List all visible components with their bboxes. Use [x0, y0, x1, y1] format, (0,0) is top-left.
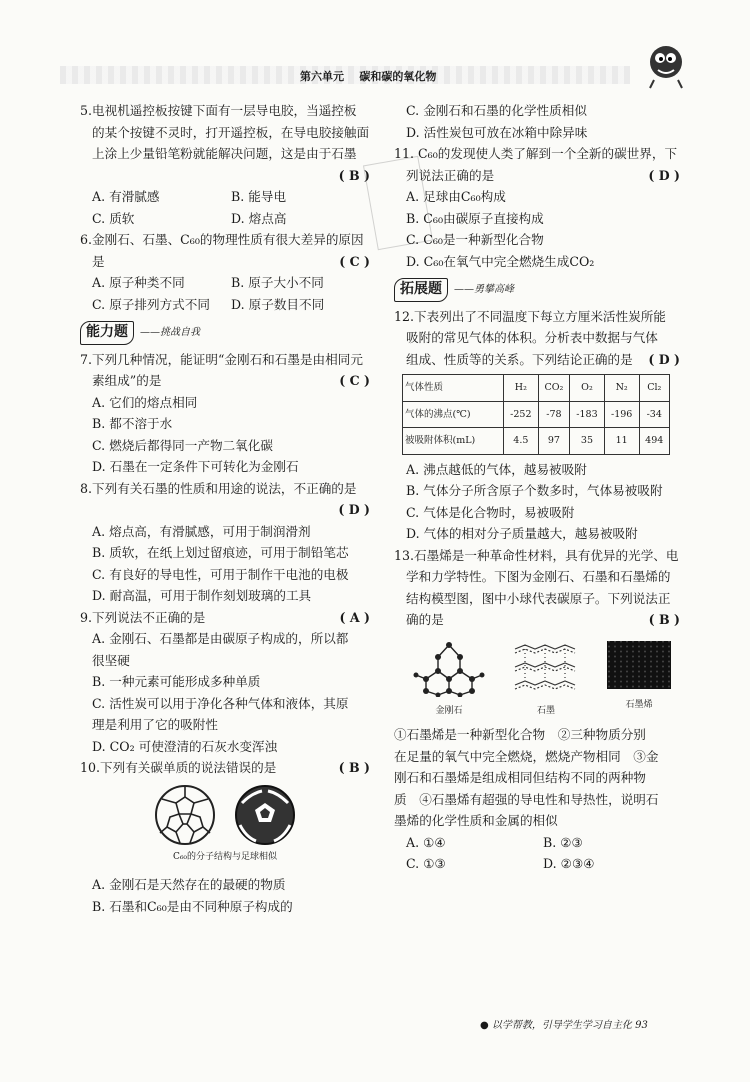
unit-label: 第六单元 [300, 70, 344, 83]
answer-mark: ( A ) [339, 609, 370, 625]
table-cell: 35 [570, 428, 605, 455]
answer-mark: ( B ) [648, 612, 680, 627]
structure-figures [412, 639, 672, 723]
option: B. 都不溶于水 [92, 416, 173, 431]
table-row [403, 401, 670, 428]
question-text: 5.电视机遥控板按键下面有一层导电胶，当遥控板 [80, 103, 357, 118]
question-text: 上涂上少量铅笔粉就能解决问题，这是由于石墨 [92, 146, 357, 161]
question-text: 确的是 [406, 612, 444, 627]
question-text: 组成、性质等的关系。下列结论正确的是 [406, 351, 633, 367]
diamond-structure-icon [412, 639, 486, 697]
figure-graphite [511, 639, 581, 723]
answer-mark: ( D ) [648, 351, 680, 367]
question-text: 13.石墨烯是一种革命性材料，具有优异的光学、电 [394, 547, 679, 563]
figure-label: 石墨烯 [625, 699, 653, 710]
table-cell: 4.5 [504, 428, 539, 455]
section-label: 能力题 [80, 321, 134, 345]
table-header-cell: Cl₂ [639, 375, 670, 402]
question-text: 学和力学特性。下图为金刚石、石墨和石墨烯的 [406, 569, 671, 584]
table-header-row [403, 375, 670, 402]
table-cell: -196 [604, 401, 639, 428]
question-text: 7.下列几种情况，能证明“金刚石和石墨是由相同元 [80, 351, 363, 367]
option: C. 质软 [92, 210, 135, 226]
section-subtitle: ——挑战自我 [140, 327, 200, 338]
question-11 [394, 143, 680, 272]
table-cell: 被吸附体积(mL) [403, 428, 504, 455]
option: A. 原子种类不同 [92, 275, 185, 290]
table-header-cell: N₂ [604, 375, 639, 402]
option: D. ②③④ [543, 856, 595, 871]
answer-mark: ( D ) [648, 167, 680, 183]
option: C. ①③ [406, 856, 446, 871]
table-cell: -34 [639, 401, 670, 428]
table-cell: 11 [604, 428, 639, 455]
page-footer: ● 以学帮教，引导学生学习自主化 93 [480, 1020, 648, 1031]
option: D. 活性炭包可放在冰箱中除异味 [406, 124, 588, 140]
question-text: 列说法正确的是 [406, 167, 495, 183]
option: D. 石墨在一定条件下可转化为金刚石 [92, 459, 299, 474]
unit-title: 碳和碳的氧化物 [359, 70, 437, 83]
gas-adsorption-table [402, 374, 670, 455]
question-text: 8.下列有关石墨的性质和用途的说法，不正确的是 [80, 480, 357, 496]
option: C. 气体是化合物时，易被吸附 [406, 504, 575, 520]
option: A. 熔点高，有滑腻感，可用于制润滑剂 [92, 523, 311, 539]
question-text: 6.金刚石、石墨、C₆₀的物理性质有很大差异的原因 [80, 232, 364, 247]
question-13 [394, 545, 680, 875]
question-8 [80, 478, 370, 607]
option: A. 它们的熔点相同 [92, 394, 198, 410]
figure-label: 石墨 [536, 705, 555, 716]
question-7 [80, 349, 370, 478]
option-continued: 很坚硬 [92, 652, 130, 668]
option: A. ①④ [406, 834, 446, 850]
option: A. 足球由C₆₀构成 [406, 189, 506, 204]
answer-mark: ( B ) [338, 167, 370, 183]
question-text: 是 [92, 253, 105, 269]
table-header-cell: 气体性质 [403, 375, 504, 402]
left-column [80, 100, 370, 917]
c60-molecule-icon [152, 783, 218, 847]
question-text: 的某个按键不灵时，打开遥控板，在导电胶接触面 [92, 124, 370, 140]
footer-slogan: 以学帮教，引导学生学习自主化 [491, 1020, 632, 1031]
section-heading-ability [80, 321, 370, 345]
option: C. 金刚石和石墨的化学性质相似 [406, 103, 587, 118]
option: B. 石墨和C₆₀是由不同种原子构成的 [92, 898, 293, 914]
answer-mark: ( C ) [339, 373, 370, 388]
option: C. 有良好的导电性，可用于制作干电池的电极 [92, 566, 349, 582]
statement-text: ①石墨烯是一种新型化合物 ②三种物质分别 [394, 727, 646, 742]
statement-text: 质 ④石墨烯有超强的导电性和导热性，说明石 [394, 791, 659, 807]
option: B. 一种元素可能形成多种单质 [92, 674, 261, 689]
statement-text: 在足量的氧气中完全燃烧，燃烧产物相同 ③金 [394, 748, 659, 764]
c60-figure [80, 783, 370, 847]
question-10 [80, 757, 370, 917]
table-cell: -252 [504, 401, 539, 428]
option: C. 燃烧后都得同一产物二氧化碳 [92, 437, 273, 453]
question-text: 12.下表列出了不同温度下每立方厘米活性炭所能 [394, 308, 666, 324]
answer-mark: ( B ) [338, 760, 370, 775]
question-6 [80, 229, 370, 315]
option: B. 原子大小不同 [231, 275, 324, 290]
answer-mark: ( D ) [338, 502, 370, 517]
option: B. 质软，在纸上划过留痕迹，可用于制铅笔芯 [92, 545, 349, 560]
option: B. ②③ [543, 834, 583, 850]
statement-text: 墨烯的化学性质和金属的相似 [394, 813, 558, 828]
option: D. CO₂ 可使澄清的石灰水变浑浊 [92, 738, 278, 754]
page-header [300, 68, 436, 84]
page-number: 93 [635, 1020, 648, 1031]
table-cell: 97 [538, 428, 569, 455]
question-text: 10.下列有关碳单质的说法错误的是 [80, 760, 277, 775]
question-text: 9.下列说法不正确的是 [80, 609, 206, 625]
option: C. 原子排列方式不同 [92, 296, 210, 312]
question-12 [394, 306, 680, 545]
table-cell: -78 [538, 401, 569, 428]
question-text: 吸附的常见气体的体积。分析表中数据与气体 [406, 330, 658, 345]
table-header-cell: CO₂ [538, 375, 569, 402]
question-text: 素组成”的是 [92, 373, 162, 388]
figure-diamond [412, 639, 486, 723]
mascot-icon [640, 40, 692, 92]
option: B. C₆₀由碳原子直接构成 [406, 210, 544, 226]
question-5 [80, 100, 370, 229]
graphene-structure-icon [606, 639, 672, 691]
soccer-ball-icon [232, 783, 298, 847]
table-cell: 494 [639, 428, 670, 455]
option: B. 能导电 [231, 189, 287, 204]
question-text: 结构模型图，图中小球代表碳原子。下列说法正 [406, 590, 671, 606]
option: C. C₆₀是一种新型化合物 [406, 232, 544, 247]
figure-label: 金刚石 [435, 705, 463, 716]
graphite-structure-icon [511, 639, 581, 697]
option: D. 熔点高 [231, 210, 287, 226]
option: D. 耐高温，可用于制作刻划玻璃的工具 [92, 588, 312, 603]
section-heading-extension [394, 278, 680, 302]
option: A. 有滑腻感 [92, 189, 160, 204]
option: D. C₆₀在氧气中完全燃烧生成CO₂ [406, 253, 595, 269]
option: A. 沸点越低的气体，越易被吸附 [406, 461, 587, 477]
table-header-cell: H₂ [504, 375, 539, 402]
table-cell: -183 [570, 401, 605, 428]
option: C. 活性炭可以用于净化各种气体和液体，其原 [92, 695, 349, 711]
question-text: 11. C₆₀的发现使人类了解到一个全新的碳世界，下 [394, 146, 678, 161]
option-continued: 理是利用了它的吸附性 [92, 717, 218, 732]
question-9 [80, 607, 370, 758]
option: A. 金刚石是天然存在的最硬的物质 [92, 877, 286, 892]
table-header-cell: O₂ [570, 375, 605, 402]
statement-text: 刚石和石墨烯是组成相同但结构不同的两种物 [394, 770, 646, 785]
option: D. 原子数目不同 [231, 296, 325, 312]
section-subtitle: ——勇攀高峰 [454, 284, 514, 295]
option: A. 金刚石、石墨都是由碳原子构成的，所以都 [92, 631, 349, 646]
right-column [394, 100, 680, 875]
question-10-continued [394, 100, 680, 143]
figure-caption: C₆₀的分子结构与足球相似 [172, 851, 278, 862]
figure-graphene [606, 639, 672, 723]
option: B. 气体分子所含原子个数多时，气体易被吸附 [406, 483, 663, 498]
section-label: 拓展题 [394, 278, 448, 302]
table-row [403, 428, 670, 455]
option: D. 气体的相对分子质量越大，越易被吸附 [406, 526, 638, 541]
table-cell: 气体的沸点(℃) [403, 401, 504, 428]
answer-mark: ( C ) [339, 253, 370, 269]
